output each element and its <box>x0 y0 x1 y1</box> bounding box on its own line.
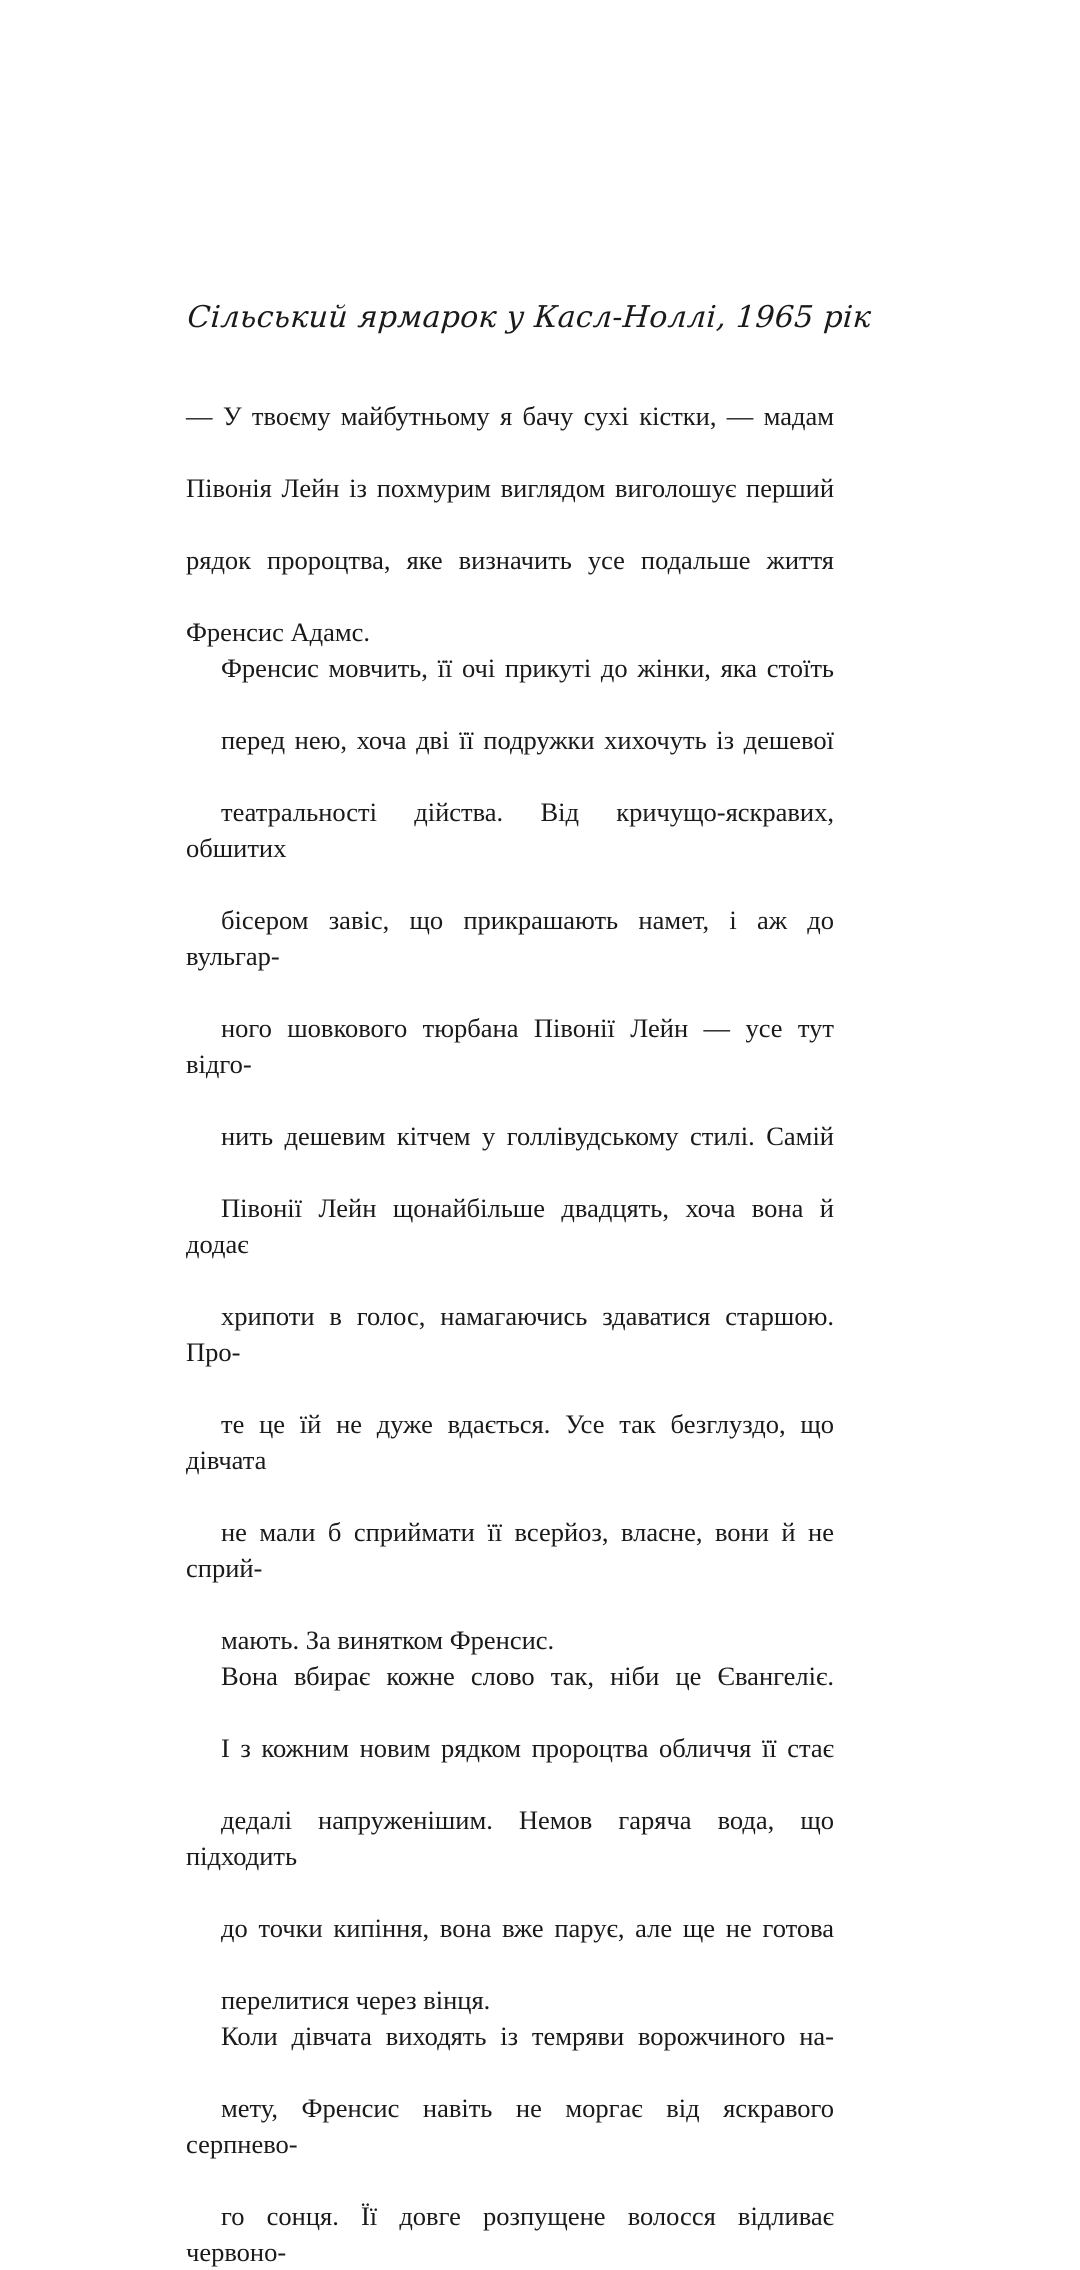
text-line: до точки кипіння, вона вже парує, але ще не готова <box>221 1913 834 1943</box>
body-text <box>186 398 834 2270</box>
text-line: Френсис Адамс. <box>186 617 370 647</box>
text-line: хрипоти в голос, намагаючись здаватися старшою. Про- <box>186 1301 834 1367</box>
text-column <box>186 296 873 2270</box>
paragraph <box>186 2018 834 2270</box>
text-line: І з кожним новим рядком пророцтва обличчя її стає <box>221 1733 834 1763</box>
text-line: перед нею, хоча дві її подружки хихочуть із дешевої <box>221 725 834 755</box>
text-line: ного шовкового тюрбана Півонії Лейн — усе тут відго- <box>186 1013 834 1079</box>
text-line: рядок пророцтва, яке визначить усе подальше життя <box>186 545 834 575</box>
paragraph <box>186 398 834 650</box>
paragraph <box>186 1658 834 2018</box>
text-line: — У твоєму майбутньому я бачу сухі кістки, — мадам <box>186 401 834 431</box>
text-line: бісером завіс, що прикрашають намет, і аж до вульгар- <box>186 905 834 971</box>
text-line: Коли дівчата виходять із темряви ворожчиного на- <box>221 2021 834 2051</box>
text-line: мету, Френсис навіть не моргає від яскравого серпнево- <box>186 2093 834 2159</box>
text-line: Френсис мовчить, її очі прикуті до жінки, яка стоїть <box>221 653 834 683</box>
text-line: Вона вбирає кожне слово так, ніби це Євангеліє. <box>221 1661 834 1691</box>
paragraph <box>186 650 834 1658</box>
text-line: дедалі напруженішим. Немов гаряча вода, що підходить <box>186 1805 834 1871</box>
text-line: нить дешевим кітчем у голлівудському стилі. Самій <box>221 1121 834 1151</box>
text-line: мають. За винятком Френсис. <box>221 1625 555 1655</box>
text-line: те це їй не дуже вдається. Усе так безглуздо, що дівчата <box>186 1409 834 1475</box>
text-line: не мали б сприймати її всерйоз, власне, вони й не сприй- <box>186 1517 834 1583</box>
text-line: Півонії Лейн щонайбільше двадцять, хоча вона й додає <box>186 1193 834 1259</box>
text-line: перелитися через вінця. <box>221 1985 491 2015</box>
text-line: театральності дійства. Від кричущо-яскравих, обшитих <box>186 797 834 863</box>
text-line: Півонія Лейн із похмурим виглядом виголошує перший <box>186 473 834 503</box>
text-line: го сонця. Її довге розпущене волосся відливає червоно- <box>186 2201 834 2267</box>
chapter-heading: Сільський ярмарок у Касл-Ноллі, 1965 рік <box>186 300 873 335</box>
